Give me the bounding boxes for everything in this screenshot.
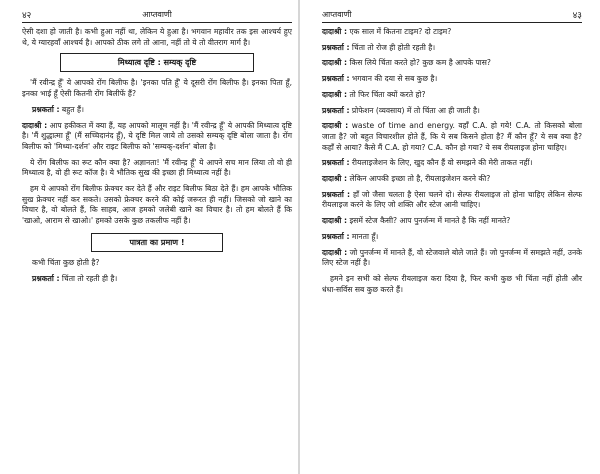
- dialogue-line-6: [322, 106, 582, 117]
- dialogue-line-8: [322, 158, 582, 169]
- speaker-label: दादाश्री :: [322, 27, 348, 36]
- dialogue-line-11: [322, 216, 582, 227]
- left-paragraph-2: 'मैं रवीन्द्र हूँ' ये आपको रोंग बिलीफ है। 'इनका पति हूँ' ये दूसरी रोंग बिलीफ है। इनका पिता हूँ, इनका भाई हूँ ऐसी कितनी रोंग बिलीफें हैं?: [22, 78, 292, 99]
- right-page-number: ४३: [572, 11, 582, 21]
- speaker-label: दादाश्री :: [322, 174, 348, 184]
- right-page: [300, 0, 600, 474]
- dialogue-line-13: [322, 248, 582, 269]
- speaker-label: दादाश्री :: [22, 120, 48, 130]
- right-page-header: [322, 8, 582, 23]
- dialogue-line-2: [322, 43, 582, 54]
- dialogue-line-4: [322, 74, 582, 85]
- speaker-label: प्रश्नकर्ता :: [322, 74, 350, 84]
- speaker-label: प्रश्नकर्ता :: [32, 104, 60, 114]
- speaker-label: प्रश्नकर्ता :: [32, 273, 60, 283]
- line-text: मानता हूँ।: [351, 231, 379, 241]
- speaker-label: दादाश्री :: [322, 89, 348, 99]
- dadashri-text: आप हकीकत में क्या हैं, यह आपको मालूम नहीं है। 'मैं रवीन्द्र हूँ' ये आपकी मिथ्यात्व दृष्टि है। 'मैं शुद्धात्मा हूँ' (मैं सच्चिदानंद हूँ), ये दृष्टि मिल जाये तो उसको सम्यक् दृष्टि बोला जाता है। रोंग बिलीफ को 'मिथ्या-दर्शन' और राइट बिलीफ को 'सम्यक्-दर्शन' बोला है।: [22, 120, 292, 151]
- line-text: तो फिर चिंता क्यों करते हो?: [349, 89, 426, 99]
- line-text: किस लिये चिंता करते हो? कुछ कम है आपके पास?: [349, 58, 491, 68]
- dialogue-line-7: [322, 121, 582, 153]
- line-text: भगवान की दया से सब कुछ है।: [351, 74, 438, 84]
- line-text: चिंता तो रोज ही होती रहती है।: [351, 42, 436, 52]
- dialogue-line-3: [322, 58, 582, 69]
- line-text: इसमें स्टेज कैसी? आप पुनर्जन्म में मानते है कि नहीं मानते?: [349, 216, 511, 226]
- section-heading-patrata: पात्रता का प्रमाण !: [91, 233, 223, 252]
- line-text: प्रोफेशन (व्यवसाय) में तो चिंता आ ही जाती है।: [351, 105, 480, 115]
- speaker-label: प्रश्नकर्ता :: [322, 158, 350, 168]
- speaker-label: दादाश्री :: [322, 58, 348, 68]
- left-page-number: ४२: [22, 11, 32, 21]
- left-page-book-title: आप्तवाणी: [142, 10, 172, 19]
- speaker-label: प्रश्नकर्ता :: [322, 189, 351, 199]
- speaker-label: दादाश्री :: [322, 121, 349, 131]
- line-text: जो पुनर्जन्म में मानते हैं, वो स्टेजवाले बोले जाते हैं। जो पुनर्जन्म में समझते नहीं, उनके लिए स्टेज नहीं है।: [322, 247, 582, 268]
- left-paragraph-1: ऐसी दशा हो जाती है। कभी हुआ नहीं था, लेकिन ये हुआ है। भगवान महावीर तक इस आश्चर्य हुए थे, ये ग्यारहवाँ आश्चर्य है। आपको ठीक लगे तो आना, नहीं तो ये तो वीतराग मार्ग है।: [22, 27, 292, 47]
- left-paragraph-5: हम ये आपको रोंग बिलीफ फ्रेक्चर कर देते हैं और राइट बिलीफ बिठा देते हैं। हम आपके भौतिक सुख फ्रेक्चर नहीं कर सकते। उसको फ्रेक्चर करने की कोई जरूरत ही नहीं। जिसको जो खाने का विचार है, वो बोलते हैं, कि साहब, आज हमको जलेबी खाने का विचार है। तो हम बोलते हैं कि 'खाओ, आराम से खाओ।' हमको उसके कुछ तकलीफ नहीं है।: [22, 184, 292, 226]
- right-page-book-title: आप्तवाणी: [322, 10, 352, 19]
- speaker-label: दादाश्री :: [322, 247, 348, 257]
- speaker-label: प्रश्नकर्ता :: [322, 105, 350, 115]
- left-dadashri-1: [22, 121, 292, 153]
- right-closing-paragraph: हमने इन सभी को सेल्फ रीयलाइज करा दिया है, फिर कभी कुछ भी चिंता नहीं होती और धंधा-सर्विस सब कुछ करते हैं।: [322, 273, 582, 294]
- answer-text: चिंता तो रहती ही है।: [61, 273, 118, 283]
- speaker-label: दादाश्री :: [322, 216, 348, 226]
- section-heading-mithyatva: मिथ्यात्व दृष्टि : सम्यक् दृष्टि: [60, 53, 254, 72]
- left-question-line: कभी चिंता कुछ होती है?: [32, 257, 100, 267]
- answer-text: बहुत हैं।: [61, 104, 84, 114]
- left-page-header: [22, 8, 292, 23]
- left-paragraph-4: ये रोंग बिलीफ का रूट कौन क्या है? अज्ञानता! 'मैं रवीन्द्र हूँ' ये आपने सच मान लिया तो वो ही मिथ्यात्व है, वो ही रूट कॉज है। ये भौतिक सुख की इच्छा ही मिथ्यात्व नहीं है।: [22, 157, 292, 178]
- line-text: waste of time and energy. वहाँ C.A. हो गये! C.A. तो किसको बोला जाता है? जो बहुत विचारशील होते हैं, कि ये सब किसने होता है? मैं कौन हूँ? ये सब क्या है? कहाँ से आया? कैसे मैं C.A. हो गया? C.A. कौन हो गया? ये सब रीयलाइज होना चाहिए।: [322, 121, 582, 152]
- dialogue-line-12: [322, 232, 582, 243]
- dialogue-line-1: [322, 27, 582, 38]
- left-page: [0, 0, 298, 474]
- left-qa-2: [32, 274, 292, 285]
- speaker-label: प्रश्नकर्ता :: [322, 42, 350, 52]
- line-text: लेकिन आपकी इच्छा तो है, रीयलाइजेशन करने की?: [349, 174, 491, 184]
- dialogue-line-9: [322, 174, 582, 185]
- speaker-label: प्रश्नकर्ता :: [322, 231, 350, 241]
- line-text: एक साल में कितना टाइम? दो टाइम?: [349, 27, 452, 36]
- line-text: हाँ जो जैसा चलता है ऐसा चलने दो। सेल्फ रीयलाइज तो होना चाहिए लेकिन सेल्फ रीयलाइज करने के लिए जो शक्ति और स्टेज आनी चाहिए।: [322, 189, 583, 210]
- left-qa-1: [32, 105, 292, 116]
- dialogue-line-5: [322, 90, 582, 101]
- dialogue-line-10: [322, 190, 582, 211]
- line-text: रीयलाइजेशन के लिए, खुद कौन हैं वो समझने की मेरी ताकत नहीं।: [351, 158, 533, 168]
